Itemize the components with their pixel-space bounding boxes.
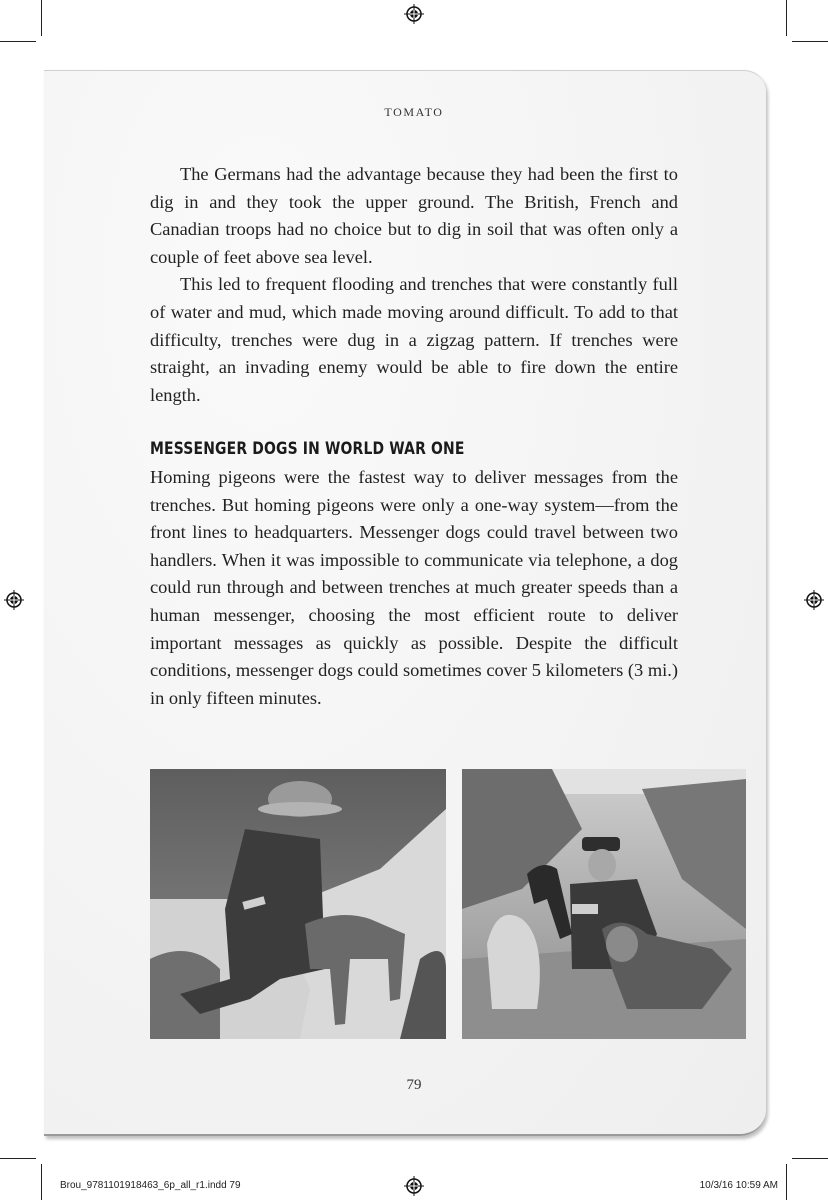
photo-illustration bbox=[462, 769, 746, 1039]
crop-mark bbox=[41, 1164, 42, 1200]
photo-soldier-with-three-dogs bbox=[462, 769, 746, 1039]
crop-mark bbox=[0, 1158, 36, 1159]
crop-mark bbox=[792, 1158, 828, 1159]
paragraph: This led to frequent flooding and trenches that were constantly full of water and mud, which made moving around difficult. To add to that difficulty, trenches were dug in a zigzag pattern. If trenches were straight, an invading enemy would be able to fire down the entire length. bbox=[150, 274, 678, 405]
crop-mark bbox=[792, 41, 828, 42]
crop-mark bbox=[786, 0, 787, 36]
crosshair-target-icon bbox=[404, 1176, 424, 1196]
paragraph: The Germans had the advantage because they had been the first to dig in and they took the upper ground. The British, French and Canadian troops had no choice but to dig in soil that was often only a couple of feet above sea level. bbox=[150, 164, 678, 267]
crop-mark bbox=[786, 1164, 787, 1200]
body-text-top bbox=[150, 161, 678, 409]
slug-timestamp: 10/3/16 10:59 AM bbox=[699, 1180, 778, 1191]
photo-illustration bbox=[150, 769, 446, 1039]
crop-mark bbox=[41, 0, 42, 36]
crop-mark bbox=[0, 41, 36, 42]
crosshair-target-icon bbox=[804, 590, 824, 610]
paragraph: Homing pigeons were the fastest way to deliver messages from the trenches. But homing pigeons were only a one-way system—from the front lines to headquarters. Messenger dogs could travel between two handlers. When it was impossible to communicate via telephone, a dog could run through and between trenches at much greater speeds than a human messenger, choosing the most efficient route to deliver important messages as quickly as possible. Despite the difficult conditions, messenger dogs could sometimes cover 5 kilometers (3 mi.) in only fifteen minutes. bbox=[150, 467, 678, 708]
body-text-section bbox=[150, 464, 678, 712]
crosshair-target-icon bbox=[404, 4, 424, 24]
crosshair-target-icon bbox=[4, 590, 24, 610]
running-head: TOMATO bbox=[384, 105, 444, 119]
section-heading: MESSENGER DOGS IN WORLD WAR ONE bbox=[150, 439, 465, 459]
page-number: 79 bbox=[406, 1077, 422, 1093]
slug-filename: Brou_9781101918463_6p_all_r1.indd 79 bbox=[60, 1180, 241, 1191]
photo-soldier-with-dog bbox=[150, 769, 446, 1039]
